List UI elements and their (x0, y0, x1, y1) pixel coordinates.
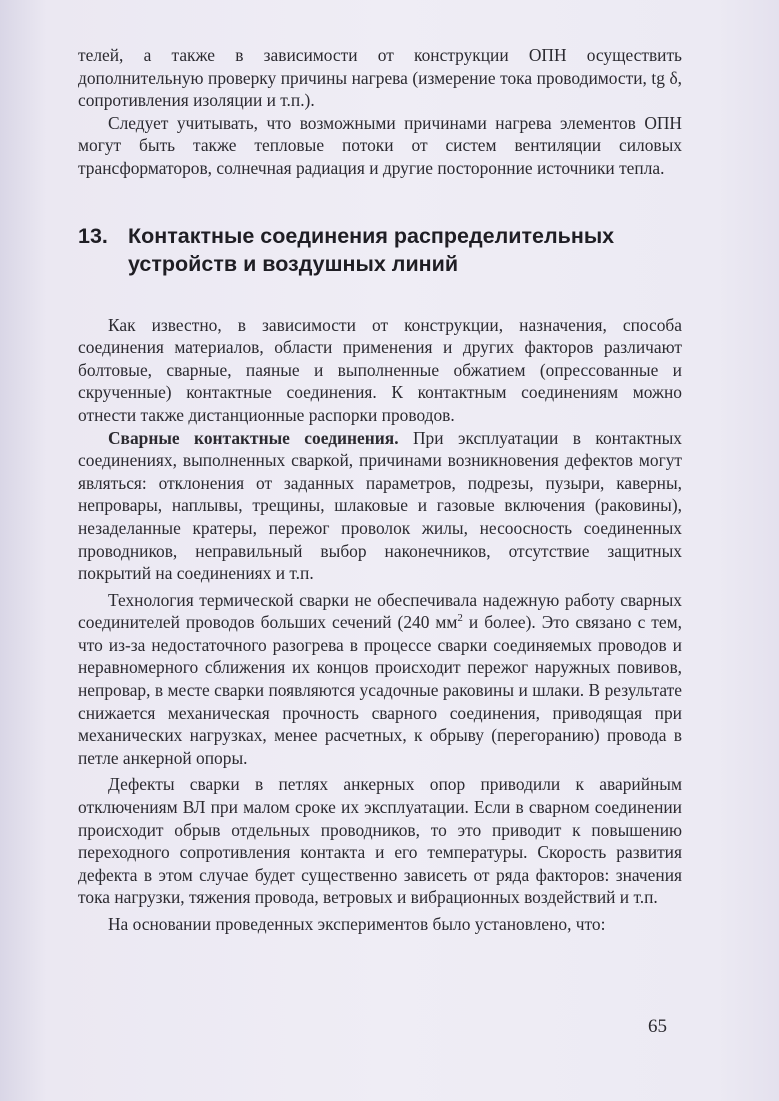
paragraph-text: и более). Это связано с тем, что из-за недостаточного разогрева в процессе сварки соединяемых проводов и неравномерного сближения их концов происходит пережог наружных повивов, непровар, в месте сварки появляются усадочные раковины и шлаки. В результате снижается механическая прочность сварного соединения, приводящая при механических нагрузках, менее расчетных, к обрыву (перегоранию) провода в петле анкерной опоры. (78, 612, 682, 768)
paragraph-text: При эксплуатации в контактных соединениях, выполненных сваркой, причинами возникновения дефектов могут являться: отклонения от заданных параметров, подрезы, пузыри, каверны, непровары, наплывы, трещины, шлаковые и газовые включения (раковины), незаделанные кратеры, пережог проволок жилы, несоосность соединенных проводников, неправильный выбор наконечников, отсутствие защитных покрытий на соединениях и т.п. (78, 427, 683, 584)
paragraph-text: Технология термической сварки не обеспечивала надежную работу сварных соединителей проводов больших сечений (240 мм (78, 589, 682, 633)
page-number: 65 (648, 1016, 667, 1037)
section-heading (78, 222, 682, 278)
paragraph-continuation: телей, а также в зависимости от конструкции ОПН осуществить дополнительную проверку причины нагрева (измерение тока проводимости, tg δ, сопротивления изоляции и т.п.). (78, 45, 682, 111)
paragraph: На основании проведенных экспериментов было установлено, что: (108, 914, 606, 934)
superscript: 2 (457, 612, 463, 625)
page-text (78, 44, 682, 936)
paragraph: Как известно, в зависимости от конструкции, назначения, способа соединения материалов, области применения и других факторов различают болтовые, сварные, паяные и выполненные обжатием (опрессованные и скрученные) контактные соединения. К контактным соединениям можно отнести также дистанционные распорки проводов. (78, 314, 682, 425)
section-title: Контактные соединения распределительных устройств и воздушных линий (128, 223, 615, 276)
paragraph (78, 589, 682, 770)
section-number: 13. (78, 223, 108, 248)
paragraph (78, 427, 682, 585)
paragraph-lead-in: Сварные контактные соединения. (108, 427, 399, 448)
paragraph: Следует учитывать, что возможными причинами нагрева элементов ОПН могут быть также тепловые потоки от систем вентиляции силовых трансформаторов, солнечная радиация и другие посторонние источники тепла. (78, 112, 682, 178)
paragraph: Дефекты сварки в петлях анкерных опор приводили к аварийным отключениям ВЛ при малом сроке их эксплуатации. Если в сварном соединении происходит обрыв отдельных проводников, то это приводит к повышению переходного сопротивления контакта и его температуры. Скорость развития дефекта в этом случае будет существенно зависеть от ряда факторов: значения тока нагрузки, тяжения провода, ветровых и вибрационных воздействий и т.п. (78, 774, 682, 908)
